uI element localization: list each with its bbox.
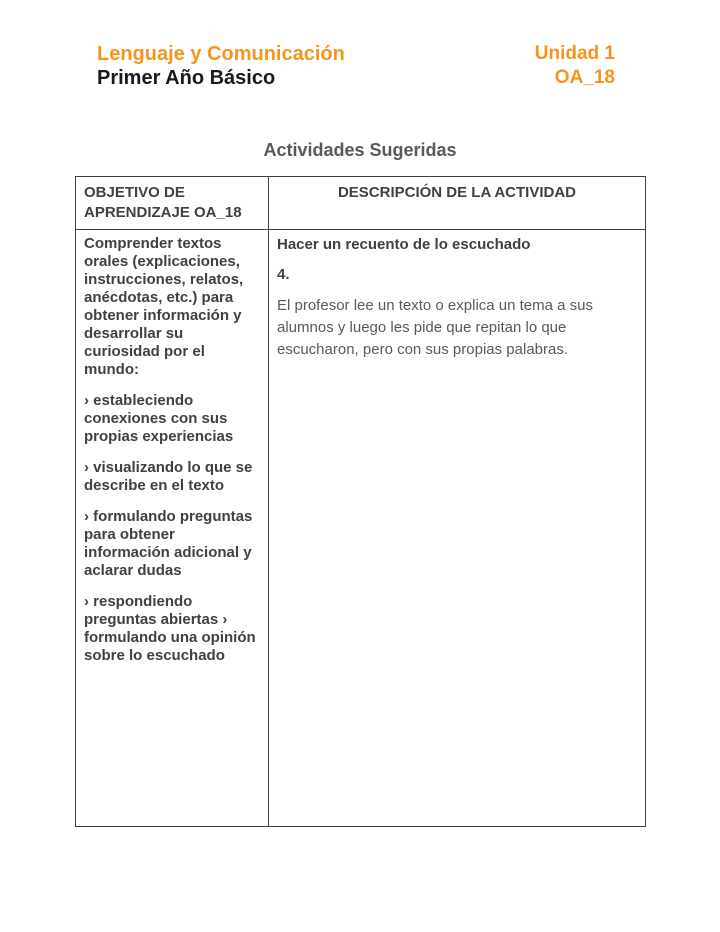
activity-title: Hacer un recuento de lo escuchado xyxy=(277,236,531,253)
objective-intro: Comprender textos orales (explicaciones, instrucciones, relatos, anécdotas, etc.) para obtener información y desarrollar su curiosidad por el mundo: xyxy=(84,235,244,378)
objective-bullet: › respondiendo preguntas abiertas › formulando una opinión sobre lo escuchado xyxy=(84,593,256,664)
table-row xyxy=(76,230,646,827)
grade-level: Primer Año Básico xyxy=(97,67,276,89)
objective-bullet: › formulando preguntas para obtener información adicional y aclarar dudas xyxy=(84,508,253,579)
subject-title: Lenguaje y Comunicación xyxy=(97,43,345,65)
objective-cell xyxy=(76,230,269,827)
header-right-block xyxy=(535,42,615,90)
activity-description: El profesor lee un texto o explica un tema a sus alumnos y luego les pide que repitan lo que escucharon, pero con sus propias palabras. xyxy=(277,297,594,358)
objective-bullet: › visualizando lo que se describe en el texto xyxy=(84,459,253,494)
header-left-block xyxy=(97,42,345,90)
table-header-row xyxy=(76,177,646,230)
column-header-objective: OBJETIVO DE APRENDIZAJE OA_18 xyxy=(76,177,269,230)
column-header-description: DESCRIPCIÓN DE LA ACTIVIDAD xyxy=(269,177,646,230)
document-header xyxy=(97,42,615,90)
page-title: Actividades Sugeridas xyxy=(263,140,457,160)
activities-table xyxy=(75,176,646,827)
oa-code: OA_18 xyxy=(554,67,615,88)
activity-cell xyxy=(269,230,646,827)
unit-label: Unidad 1 xyxy=(534,43,615,64)
activity-number: 4. xyxy=(277,266,290,283)
objective-bullet: › estableciendo conexiones con sus propias experiencias xyxy=(84,392,234,445)
